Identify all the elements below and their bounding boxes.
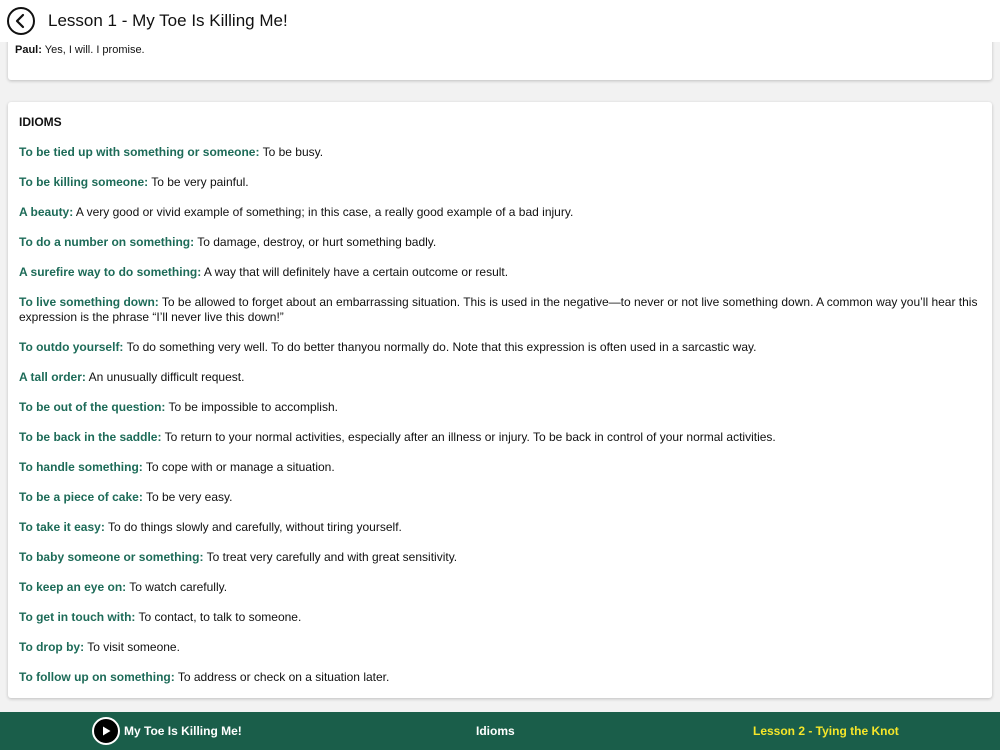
idiom-term: To follow up on something: bbox=[19, 670, 175, 684]
idiom-definition: To return to your normal activities, especially after an illness or injury. To be back in control of your normal activities. bbox=[164, 430, 776, 444]
idiom-term: To keep an eye on: bbox=[19, 580, 127, 594]
idiom-item bbox=[19, 550, 981, 565]
back-button[interactable] bbox=[7, 7, 35, 35]
back-arrow-icon bbox=[13, 13, 29, 29]
play-button[interactable] bbox=[92, 717, 120, 745]
idiom-definition: To treat very carefully and with great sensitivity. bbox=[206, 550, 458, 564]
idiom-term: To handle something: bbox=[19, 460, 143, 474]
idiom-item bbox=[19, 490, 981, 505]
play-audio-button[interactable] bbox=[92, 717, 242, 745]
page-title: Lesson 1 - My Toe Is Killing Me! bbox=[48, 11, 288, 30]
idiom-item bbox=[19, 205, 981, 220]
idiom-item bbox=[19, 145, 981, 160]
idiom-definition: To do things slowly and carefully, without tiring yourself. bbox=[107, 520, 402, 534]
play-label: My Toe Is Killing Me! bbox=[124, 724, 242, 738]
idiom-item bbox=[19, 670, 981, 685]
idiom-term: To take it easy: bbox=[19, 520, 105, 534]
idiom-item bbox=[19, 265, 981, 280]
idiom-item bbox=[19, 235, 981, 250]
tab-idioms[interactable]: Idioms bbox=[476, 724, 515, 738]
idiom-definition: To be very painful. bbox=[151, 175, 249, 189]
dialogue-text: Yes, I will. I promise. bbox=[44, 44, 145, 56]
idiom-definition: To address or check on a situation later. bbox=[177, 670, 390, 684]
idioms-card bbox=[8, 102, 992, 698]
idiom-definition: A way that will definitely have a certain outcome or result. bbox=[203, 265, 509, 279]
idiom-item bbox=[19, 640, 981, 655]
idiom-definition: To watch carefully. bbox=[129, 580, 228, 594]
dialogue-speaker: Paul: bbox=[15, 44, 42, 56]
idiom-term: To live something down: bbox=[19, 295, 159, 309]
idiom-definition: To be allowed to forget about an embarrassing situation. This is used in the negative—to never or not live something down. A common way you’ll hear this expression is the phrase “I’ll never live this down!” bbox=[19, 295, 978, 324]
idiom-item bbox=[19, 295, 981, 325]
idiom-definition: To be impossible to accomplish. bbox=[168, 400, 338, 414]
idiom-item bbox=[19, 430, 981, 445]
dialogue-card bbox=[8, 42, 992, 80]
idiom-term: To be tied up with something or someone: bbox=[19, 145, 260, 159]
idiom-item bbox=[19, 400, 981, 415]
idiom-definition: To contact, to talk to someone. bbox=[138, 610, 302, 624]
idiom-definition: To cope with or manage a situation. bbox=[145, 460, 335, 474]
idiom-term: To do a number on something: bbox=[19, 235, 195, 249]
idiom-list bbox=[19, 145, 981, 685]
idiom-definition: To be very easy. bbox=[145, 490, 233, 504]
lesson-content[interactable] bbox=[0, 42, 1000, 712]
bottom-bar bbox=[0, 712, 1000, 750]
idiom-definition: To do something very well. To do better thanyou normally do. Note that this expression is often used in a sarcastic way. bbox=[126, 340, 757, 354]
top-bar bbox=[0, 0, 1000, 42]
idiom-definition: To be busy. bbox=[262, 145, 324, 159]
idiom-item bbox=[19, 370, 981, 385]
idiom-term: A surefire way to do something: bbox=[19, 265, 202, 279]
idiom-definition: An unusually difficult request. bbox=[88, 370, 245, 384]
idiom-item bbox=[19, 460, 981, 475]
play-icon bbox=[100, 725, 112, 737]
idiom-item bbox=[19, 340, 981, 355]
idioms-heading: IDIOMS bbox=[19, 115, 62, 129]
idiom-term: To outdo yourself: bbox=[19, 340, 124, 354]
idiom-definition: A very good or vivid example of something; in this case, a really good example of a bad injury. bbox=[75, 205, 574, 219]
idiom-item bbox=[19, 580, 981, 595]
idiom-term: A tall order: bbox=[19, 370, 86, 384]
idiom-item bbox=[19, 610, 981, 625]
idiom-term: To be back in the saddle: bbox=[19, 430, 162, 444]
idiom-term: To be out of the question: bbox=[19, 400, 166, 414]
idiom-term: To be a piece of cake: bbox=[19, 490, 143, 504]
idiom-item bbox=[19, 520, 981, 535]
idiom-term: A beauty: bbox=[19, 205, 74, 219]
next-lesson-link[interactable]: Lesson 2 - Tying the Knot bbox=[753, 724, 899, 738]
idiom-term: To be killing someone: bbox=[19, 175, 149, 189]
idiom-term: To get in touch with: bbox=[19, 610, 136, 624]
dialogue-line bbox=[15, 44, 145, 56]
idiom-term: To baby someone or something: bbox=[19, 550, 204, 564]
idiom-term: To drop by: bbox=[19, 640, 85, 654]
idiom-definition: To visit someone. bbox=[87, 640, 180, 654]
idiom-definition: To damage, destroy, or hurt something badly. bbox=[197, 235, 437, 249]
idiom-item bbox=[19, 175, 981, 190]
